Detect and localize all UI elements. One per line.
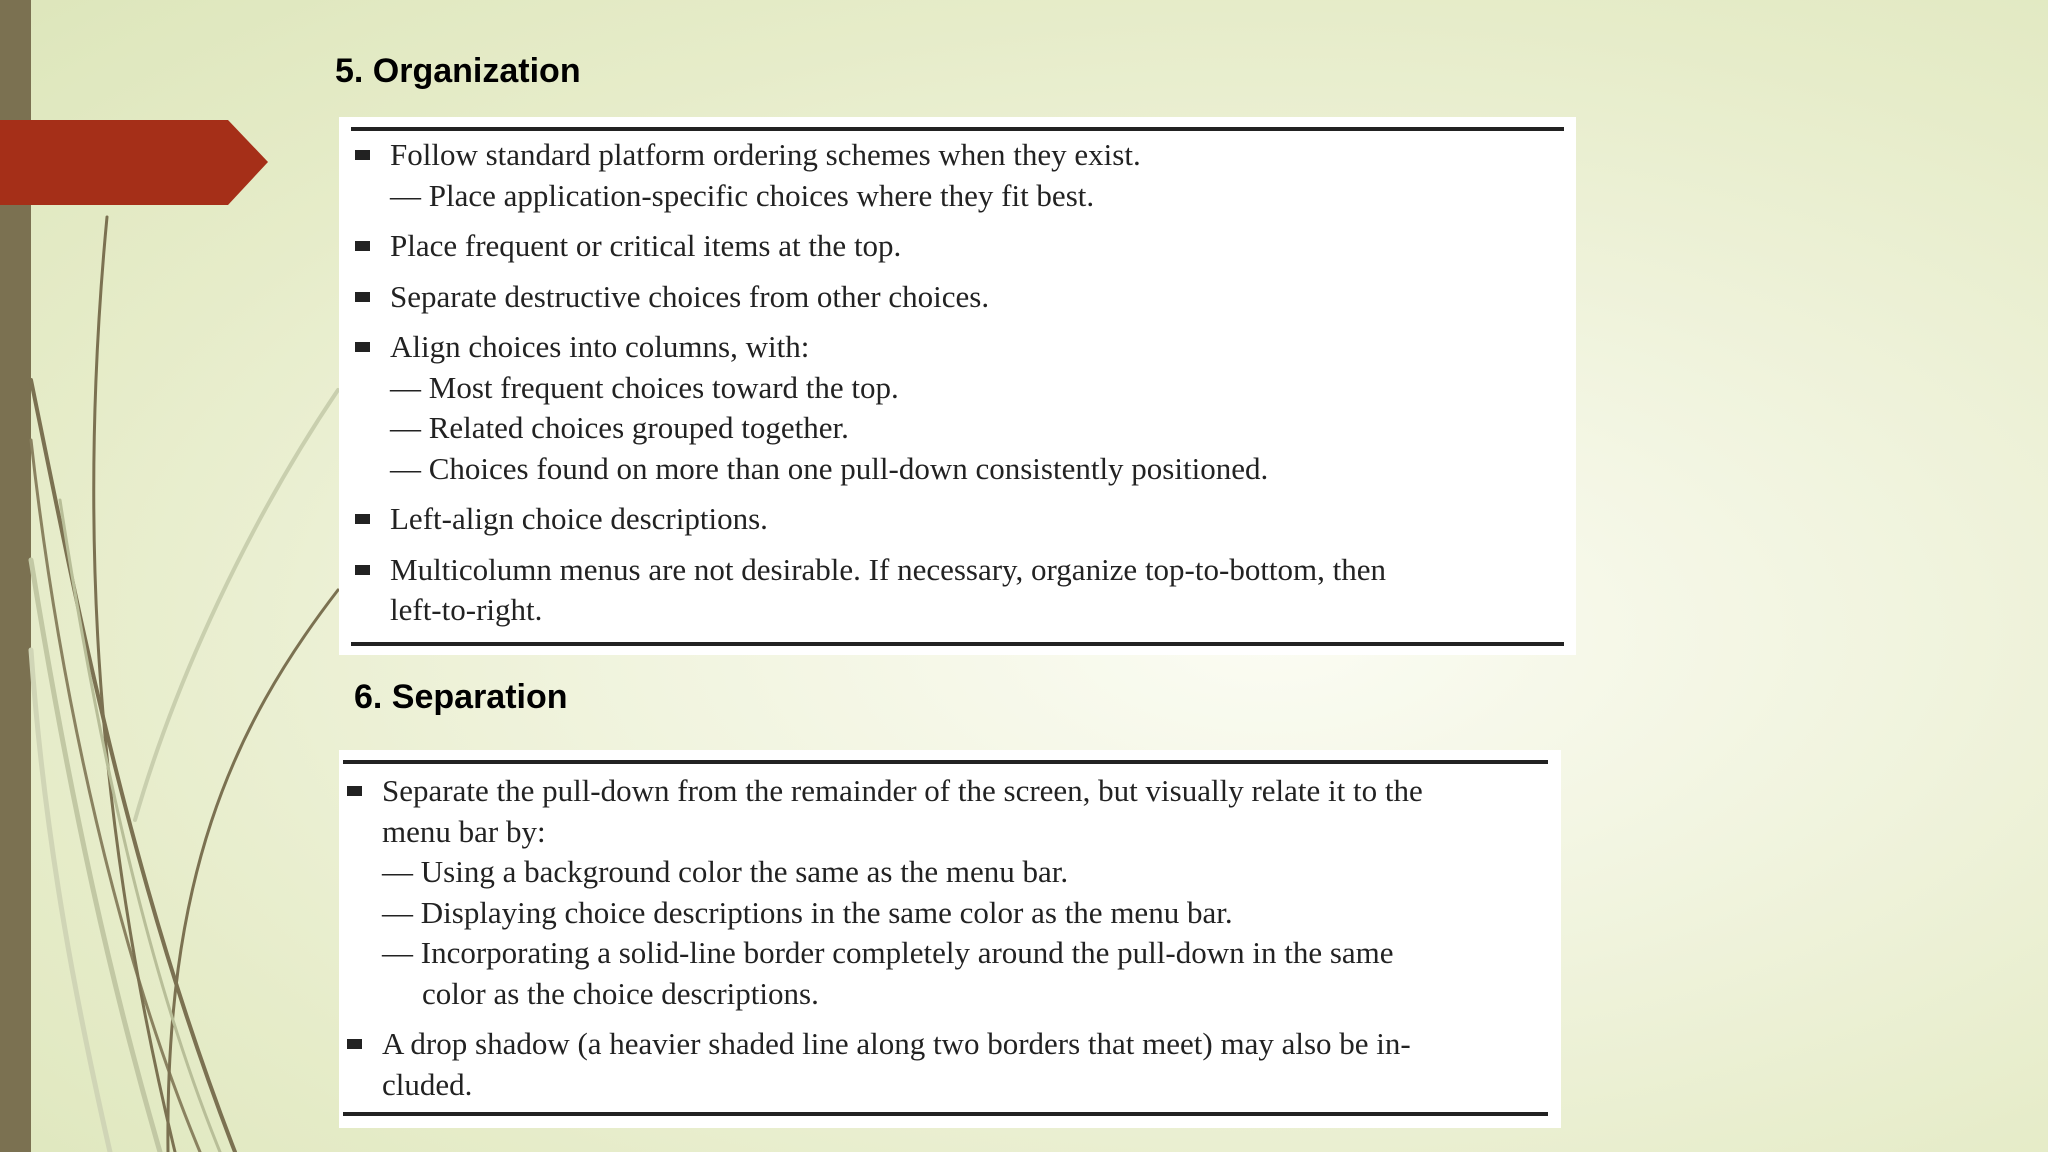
square-bullet-icon (355, 514, 370, 524)
continuation-line: left-to-right. (390, 592, 543, 627)
list-item: Left-align choice descriptions. (351, 499, 1566, 540)
section-heading-separation: 6. Separation (354, 678, 568, 716)
red-arrow-tab (0, 120, 270, 205)
organization-guidelines-box (339, 117, 1576, 655)
sub-item: — Related choices grouped together. (390, 410, 849, 445)
square-bullet-icon (355, 342, 370, 352)
list-item: Place frequent or critical items at the top. (351, 226, 1566, 267)
list-item: A drop shadow (a heavier shaded line along two borders that meet) may also be in- (343, 1024, 1558, 1065)
square-bullet-icon (355, 292, 370, 302)
bottom-rule (351, 642, 1564, 646)
top-rule (343, 760, 1548, 764)
separation-list (343, 771, 1558, 1105)
sub-item: — Place application-specific choices where they fit best. (390, 177, 1095, 213)
square-bullet-icon (355, 565, 370, 575)
continuation-line: menu bar by: (382, 813, 546, 849)
list-item: Multicolumn menus are not desirable. If necessary, organize top-to-bottom, then (351, 550, 1566, 591)
square-bullet-icon (355, 150, 370, 160)
list-item: Follow standard platform ordering schemes when they exist. (351, 135, 1566, 176)
list-item: Separate the pull-down from the remainder of the screen, but visually relate it to the (343, 771, 1558, 812)
section-heading-organization: 5. Organization (335, 52, 581, 90)
continuation-line: cluded. (382, 1066, 473, 1102)
list-item: Separate destructive choices from other choices. (351, 277, 1566, 318)
sub-item: — Incorporating a solid-line border completely around the pull-down in the same (382, 935, 1394, 970)
sub-item: — Choices found on more than one pull-down consistently positioned. (390, 450, 1269, 486)
sub-item: — Most frequent choices toward the top. (390, 369, 899, 405)
sub-item: — Displaying choice descriptions in the same color as the menu bar. (382, 894, 1233, 930)
separation-guidelines-box (339, 750, 1561, 1128)
organization-list (351, 135, 1566, 631)
sub-item: — Using a background color the same as the menu bar. (382, 854, 1069, 889)
square-bullet-icon (347, 786, 362, 796)
continuation-line: color as the choice descriptions. (422, 975, 819, 1011)
square-bullet-icon (355, 241, 370, 251)
square-bullet-icon (347, 1039, 362, 1049)
top-rule (351, 127, 1564, 131)
bottom-rule (343, 1112, 1548, 1116)
list-item: Align choices into columns, with: (351, 327, 1566, 368)
